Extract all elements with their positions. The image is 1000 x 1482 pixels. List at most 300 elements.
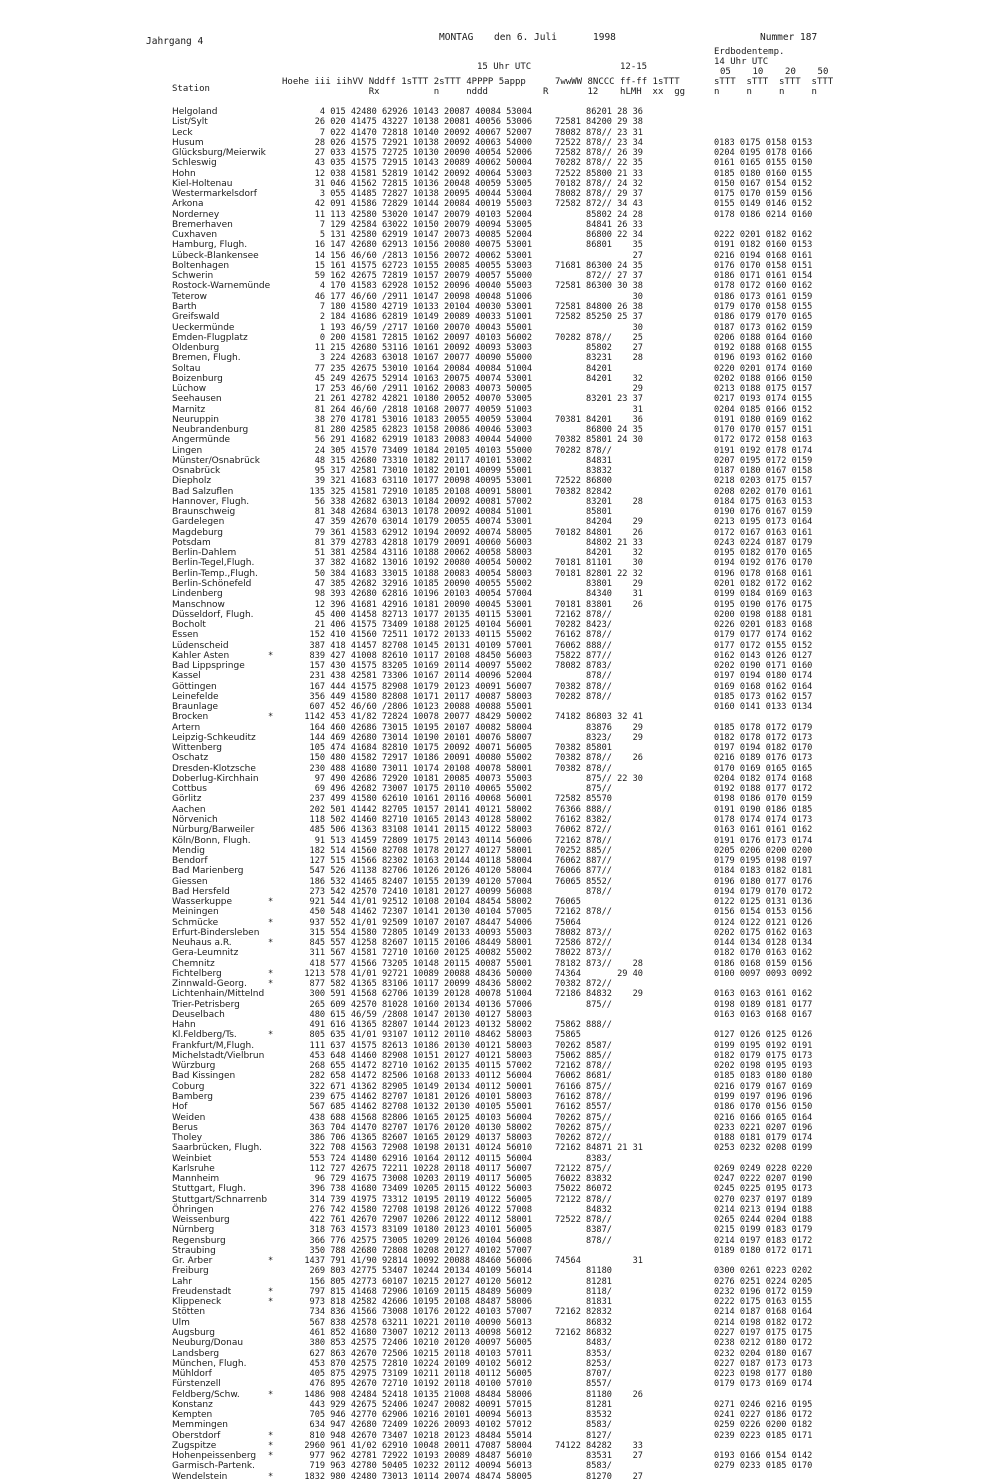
synop-extra-values: 74364 29 40: [555, 968, 643, 979]
soil-temperature-values: 0190 0176 0167 0159: [714, 507, 813, 518]
station-name: Gardelegen: [172, 517, 225, 528]
soil-temp-depths: 05 10 20 50: [720, 67, 829, 77]
soil-temperature-values: 0144 0134 0128 0134: [714, 938, 813, 949]
station-name: Gera-Leumnitz: [172, 948, 239, 959]
synop-extra-values: 8127/: [555, 1430, 612, 1441]
synop-main-values: 839 427 41008 82610 10117 20108 48450 56003: [309, 650, 532, 661]
synop-main-values: 77 235 42675 53010 10164 20084 40084 51004: [314, 363, 532, 374]
synop-main-values: 156 805 42773 60107 10215 20127 40120 56012: [309, 1276, 532, 1287]
synop-extra-values: 76162 8557/: [555, 1102, 612, 1113]
soil-temperature-values: 0187 0180 0167 0158: [714, 466, 813, 477]
table-row: [0, 630, 1000, 640]
synop-extra-values: 83201 28: [555, 496, 643, 507]
table-row: [0, 476, 1000, 486]
main-column-header: Hoehe iii iihVV Nddff 1sTTT 2sTTT 4PPPP 5appp: [282, 77, 526, 87]
table-row: [0, 1041, 1000, 1051]
synop-main-values: 276 742 41580 72708 10198 20126 40122 57008: [309, 1204, 532, 1215]
soil-temperature-values: 0223 0198 0177 0180: [714, 1369, 813, 1379]
table-row: [0, 764, 1000, 774]
station-name: Cuxhaven: [172, 230, 218, 241]
synop-extra-values: 70181 81101 30: [555, 558, 643, 569]
table-row: [0, 1349, 1000, 1359]
table-row: [0, 384, 1000, 394]
soil-temperature-values: 0243 0224 0187 0179: [714, 537, 813, 548]
table-row: [0, 251, 1000, 261]
station-name: Hamburg, Flugh.: [172, 240, 248, 251]
table-row: [0, 1123, 1000, 1133]
station-name: Kassel: [172, 671, 201, 682]
table-row: [0, 610, 1000, 620]
synop-main-values: 315 554 41580 72805 10149 20133 40093 55003: [309, 927, 532, 938]
synop-extra-values: 76366 888//: [555, 804, 612, 815]
table-row: [0, 528, 1000, 538]
station-name: Lübeck-Blankensee: [172, 250, 259, 261]
soil-temperature-values: 0214 0197 0183 0172: [714, 1235, 813, 1246]
station-name: Emden-Flugplatz: [172, 332, 248, 343]
station-name: Berlin-Temp.,Flugh.: [172, 568, 258, 579]
table-row: [0, 538, 1000, 548]
soil-temperature-values: 0192 0188 0177 0172: [714, 784, 813, 795]
table-row: [0, 435, 1000, 445]
synop-main-values: 7 129 42584 63022 10150 20079 40094 53005: [319, 219, 532, 230]
table-row: [0, 805, 1000, 815]
synop-main-values: 47 359 42670 63014 10179 20055 40074 53001: [314, 517, 532, 528]
synop-extra-values: 70262 875//: [555, 1112, 612, 1123]
station-name: Berlin-Dahlem: [172, 548, 237, 559]
table-row: [0, 1277, 1000, 1287]
synop-main-values: 81 348 42684 63013 10178 20092 40084 51001: [314, 507, 532, 518]
synop-extra-values: 70282 878// 22 35: [555, 158, 643, 169]
table-row: [0, 1174, 1000, 1184]
soil-temperature-values: 0216 0194 0168 0161: [714, 250, 813, 261]
station-name: Weinbiet: [172, 1153, 212, 1164]
soil-temperature-values: 0222 0201 0182 0162: [714, 230, 813, 241]
soil-temperature-values: 0186 0171 0161 0154: [714, 271, 813, 282]
soil-temperature-values: 0191 0182 0160 0153: [714, 240, 813, 251]
table-row: [0, 312, 1000, 322]
synop-main-values: 418 577 41566 73205 10148 20115 40087 55001: [309, 958, 532, 969]
soil-temperature-values: 0279 0233 0185 0170: [714, 1461, 813, 1472]
soil-temperature-values: 0194 0179 0170 0172: [714, 886, 813, 897]
synop-extra-values: 70182 84801 26: [555, 527, 643, 538]
soil-temperature-values: 0226 0201 0183 0168: [714, 620, 813, 630]
soil-temperature-values: 0188 0181 0179 0174: [714, 1133, 813, 1143]
soil-temperature-values: 0206 0188 0164 0160: [714, 332, 813, 343]
synop-extra-values: 8118/: [555, 1286, 612, 1297]
right-column-header: 7wwWW 8NCCC ff-ff 1sTTT: [555, 77, 680, 87]
synop-main-values: 1142 453 41/82 72824 10078 20077 48429 50002: [304, 712, 532, 723]
soil-temperature-values: 0269 0249 0228 0220: [714, 1163, 813, 1174]
station-name: Brocken: [172, 712, 209, 723]
soil-temperature-values: 0300 0261 0223 0202: [714, 1266, 813, 1277]
soil-temperature-values: 0163 0161 0161 0162: [714, 825, 813, 836]
synop-extra-values: 84201: [555, 363, 612, 374]
soil-temperature-values: 0186 0179 0170 0165: [714, 312, 813, 323]
station-name: Münster/Osnabrück: [172, 455, 260, 466]
soil-temperature-values: 0239 0223 0185 0171: [714, 1430, 813, 1441]
table-row: [0, 1461, 1000, 1471]
mountain-star-marker: *: [268, 650, 274, 661]
table-row: [0, 517, 1000, 527]
station-name: Bad Kissingen: [172, 1071, 236, 1082]
synop-extra-values: 75062 885//: [555, 1050, 612, 1061]
synop-main-values: 491 616 41365 82807 10144 20123 40132 58002: [309, 1020, 532, 1031]
table-row: [0, 1154, 1000, 1164]
table-row: [0, 210, 1000, 220]
table-row: [0, 1061, 1000, 1071]
synop-extra-values: 76062 8681/: [555, 1071, 612, 1082]
synop-extra-values: 72582 85250 25 37: [555, 312, 643, 323]
synop-main-values: 476 895 42670 72710 10192 20118 40100 57010: [309, 1379, 532, 1390]
mountain-star-marker: *: [268, 1440, 274, 1451]
soil-temperature-values: 0199 0197 0196 0196: [714, 1092, 813, 1102]
synop-extra-values: 72582 878// 26 39: [555, 148, 643, 158]
station-name: Nürnberg: [172, 1225, 215, 1236]
synop-main-values: 12 396 41681 42916 10181 20090 40045 53001: [314, 599, 532, 610]
synop-extra-values: 83801 29: [555, 579, 643, 589]
station-name: Braunlage: [172, 702, 219, 713]
station-name: Norderney: [172, 209, 220, 220]
station-name: Boizenburg: [172, 373, 223, 384]
table-row: [0, 1400, 1000, 1410]
synop-extra-values: 83532: [555, 1410, 612, 1420]
soil-temperature-values: 0178 0186 0214 0160: [714, 209, 813, 220]
table-row: [0, 825, 1000, 835]
soil-temperature-values: 0196 0178 0168 0161: [714, 568, 813, 579]
station-name: Saarbrücken, Flugh.: [172, 1143, 263, 1154]
soil-temperature-values: 0194 0192 0176 0170: [714, 558, 813, 569]
soil-temperature-values: 0245 0225 0195 0173: [714, 1184, 813, 1195]
soil-temperature-values: 0222 0175 0163 0155: [714, 1297, 813, 1308]
table-row: [0, 220, 1000, 230]
synop-main-values: 269 803 42775 53407 10244 20134 40109 56014: [309, 1266, 532, 1277]
station-name: Freiburg: [172, 1266, 209, 1277]
soil-temperature-values: 0218 0203 0175 0157: [714, 476, 813, 487]
soil-temperature-values: 0156 0154 0153 0156: [714, 907, 813, 918]
table-row: [0, 1297, 1000, 1307]
soil-temperature-values: 0227 0197 0175 0175: [714, 1327, 813, 1338]
soil-temp-n: n n n n: [714, 87, 817, 97]
table-row: [0, 1133, 1000, 1143]
station-name: Ueckermünde: [172, 322, 235, 333]
synop-extra-values: 29: [555, 384, 643, 394]
table-row: [0, 846, 1000, 856]
station-name: Feldberg/Schw.: [172, 1389, 240, 1400]
synop-main-values: 43 035 41575 72915 10143 20089 40062 50004: [314, 158, 532, 169]
synop-main-values: 567 838 42578 63211 10221 20110 40090 56013: [309, 1317, 532, 1328]
synop-main-values: 366 776 42575 73005 10209 20126 40104 56008: [309, 1235, 532, 1246]
soil-temperature-values: 0198 0189 0181 0177: [714, 999, 813, 1010]
table-row: [0, 128, 1000, 138]
mountain-star-marker: *: [268, 917, 274, 928]
soil-temperature-values: 0200 0198 0188 0181: [714, 609, 813, 620]
soil-temp-title: Erdbodentemp.: [714, 47, 785, 57]
synop-extra-values: 8383/: [555, 1153, 612, 1164]
soil-temperature-values: 0232 0196 0172 0159: [714, 1286, 813, 1297]
table-row: [0, 158, 1000, 168]
synop-extra-values: 70381 84201 36: [555, 414, 643, 425]
station-name: Tholey: [172, 1133, 203, 1143]
synop-main-values: 69 496 42682 73007 10175 20110 40065 55002: [314, 784, 532, 795]
soil-temperature-values: 0214 0187 0168 0164: [714, 1307, 813, 1318]
station-name: Husum: [172, 137, 204, 148]
r-label: R: [543, 87, 549, 97]
station-name: Lingen: [172, 445, 203, 456]
synop-extra-values: 72522 878// 23 34: [555, 137, 643, 148]
synop-main-values: 805 635 41/01 93107 10112 20110 48462 58003: [309, 1030, 532, 1041]
table-row: [0, 1328, 1000, 1338]
table-row: [0, 1359, 1000, 1369]
soil-temperature-values: 0191 0176 0173 0174: [714, 835, 813, 846]
synop-extra-values: 72162 84871 21 31: [555, 1143, 643, 1154]
synop-main-values: 322 671 41362 82905 10149 20134 40112 50001: [309, 1081, 532, 1092]
soil-temp-time: 14 Uhr UTC: [714, 57, 769, 67]
station-name: Magdeburg: [172, 527, 223, 538]
synop-main-values: 118 502 41460 82710 10165 20143 40128 58002: [309, 814, 532, 825]
synop-main-values: 112 727 42675 72211 10228 20118 40117 56007: [309, 1163, 532, 1174]
table-row: [0, 1020, 1000, 1030]
synop-main-values: 485 506 41363 83108 10141 20115 40122 58003: [309, 825, 532, 836]
synop-main-values: 11 113 42580 53020 10147 20079 40103 52004: [314, 209, 532, 220]
table-row: [0, 292, 1000, 302]
synop-extra-values: 85802 24 28: [555, 209, 643, 220]
table-row: [0, 918, 1000, 928]
station-name: Bremen, Flugh.: [172, 353, 241, 364]
soil-temperature-values: 0100 0097 0093 0092: [714, 968, 813, 979]
synop-main-values: 45 249 42675 52914 10163 20075 40074 53001: [314, 373, 532, 384]
synop-extra-values: 72162 878//: [555, 1061, 612, 1072]
station-name: Mannheim: [172, 1174, 220, 1184]
soil-temperature-values: 0160 0141 0133 0134: [714, 702, 813, 713]
synop-extra-values: 72162 878//: [555, 609, 612, 620]
synop-extra-values: 72162 878//: [555, 835, 612, 846]
soil-temperature-values: 0204 0185 0166 0152: [714, 404, 813, 415]
synop-main-values: 164 460 42686 73015 10195 20107 40082 58004: [309, 722, 532, 733]
station-name: Braunschweig: [172, 507, 236, 518]
synop-extra-values: 70262 872//: [555, 1133, 612, 1143]
synop-extra-values: 81180 26: [555, 1389, 643, 1400]
soil-temperature-values: 0202 0175 0162 0163: [714, 927, 813, 938]
soil-temperature-values: 0172 0172 0158 0163: [714, 435, 813, 446]
synop-extra-values: 72186 84832 29: [555, 989, 643, 1000]
synop-main-values: 1213 578 41/01 92721 10089 20088 48436 50000: [304, 968, 532, 979]
soil-temperature-values: 0247 0222 0207 0190: [714, 1174, 813, 1184]
station-name: Frankfurt/M,Flugh.: [172, 1040, 255, 1051]
station-name: Öhringen: [172, 1204, 214, 1215]
station-name: Bad Lippspringe: [172, 661, 245, 671]
synop-main-values: 186 532 41465 82407 10155 20139 40120 57004: [309, 876, 532, 887]
table-row: [0, 1195, 1000, 1205]
synop-main-values: 231 438 42581 73306 10167 20114 40096 52004: [309, 671, 532, 682]
synop-main-values: 98 393 42680 62816 10196 20103 40054 57004: [314, 589, 532, 600]
station-name: Hof: [172, 1102, 188, 1113]
table-row: [0, 1318, 1000, 1328]
synop-extra-values: 72162 82832: [555, 1307, 612, 1318]
mountain-star-marker: *: [268, 1297, 274, 1308]
table-row: [0, 1143, 1000, 1153]
table-row: [0, 394, 1000, 404]
soil-temperature-values: 0127 0126 0125 0126: [714, 1030, 813, 1041]
synop-extra-values: 76022 83832: [555, 1174, 612, 1184]
soil-temperature-values: 0199 0195 0192 0191: [714, 1040, 813, 1051]
main-column-subheader: Rx n nddd: [282, 87, 488, 97]
station-name: Klippeneck: [172, 1297, 222, 1308]
station-name: Boltenhagen: [172, 260, 230, 271]
synop-extra-values: 74122 84282 33: [555, 1440, 643, 1451]
synop-main-values: 921 544 41/01 92512 10108 20104 48454 58002: [309, 897, 532, 907]
synop-extra-values: 70382 872//: [555, 979, 612, 990]
station-name: Düsseldorf, Flugh.: [172, 609, 254, 620]
synop-main-values: 26 020 41475 43227 10138 20081 40056 53006: [314, 117, 532, 128]
table-row: [0, 507, 1000, 517]
synop-extra-values: 30: [555, 291, 643, 302]
soil-temperature-values: 0191 0180 0169 0162: [714, 414, 813, 425]
synop-extra-values: 84832: [555, 1204, 612, 1215]
table-row: [0, 323, 1000, 333]
soil-temperature-values: 0270 0237 0197 0189: [714, 1194, 813, 1205]
table-row: [0, 671, 1000, 681]
station-name: Meiningen: [172, 907, 219, 918]
station-name: Berlin-Schönefeld: [172, 579, 252, 589]
synop-extra-values: 83832: [555, 466, 612, 477]
synop-extra-values: 878//: [555, 671, 612, 682]
soil-temperature-values: 0178 0172 0160 0162: [714, 281, 813, 292]
mountain-star-marker: *: [268, 1389, 274, 1400]
synop-main-values: 81 379 42783 42818 10179 20091 40060 56003: [314, 537, 532, 548]
synop-main-values: 719 963 42780 50405 10232 20112 40094 56013: [309, 1461, 532, 1472]
issue-number: Nummer 187: [760, 32, 818, 43]
synop-extra-values: 875//: [555, 999, 612, 1010]
synop-main-values: 810 948 42670 73407 10218 20123 48484 55014: [309, 1430, 532, 1441]
synop-extra-values: 72522 86800: [555, 476, 612, 487]
soil-temperature-values: 0176 0170 0158 0151: [714, 260, 813, 271]
synop-extra-values: 83231 28: [555, 353, 643, 364]
station-name: Ulm: [172, 1317, 190, 1328]
synop-main-values: 202 501 41442 82705 10157 20141 40121 58002: [309, 804, 532, 815]
station-name: Chemnitz: [172, 958, 215, 969]
synop-main-values: 96 729 41675 73008 10203 20119 40117 56005: [314, 1174, 532, 1184]
synop-main-values: 27 033 41575 72725 10130 20090 40054 52006: [314, 148, 532, 158]
table-row: [0, 928, 1000, 938]
station-name: Greifswald: [172, 312, 220, 323]
station-name: Würzburg: [172, 1061, 216, 1072]
station-name: Potsdam: [172, 537, 211, 548]
station-name: Angermünde: [172, 435, 231, 446]
synop-extra-values: 78082 878// 23 31: [555, 127, 643, 138]
synop-extra-values: 78182 873// 28: [555, 958, 643, 969]
soil-temperature-values: 0186 0173 0161 0159: [714, 291, 813, 302]
table-row: [0, 836, 1000, 846]
synop-extra-values: 70282 878// 25: [555, 332, 643, 343]
soil-temperature-values: 0238 0212 0180 0172: [714, 1338, 813, 1349]
synop-main-values: 111 637 41575 82613 10186 20130 40121 58003: [309, 1040, 532, 1051]
table-row: [0, 281, 1000, 291]
station-name: Seehausen: [172, 394, 222, 405]
station-name: Neuruppin: [172, 414, 220, 425]
table-row: [0, 179, 1000, 189]
station-name: Kahler Asten: [172, 650, 230, 661]
table-row: [0, 240, 1000, 250]
synop-extra-values: 70181 83801 26: [555, 599, 643, 610]
soil-temperature-values: 0162 0143 0126 0127: [714, 650, 813, 661]
synop-main-values: 282 658 41472 82506 10168 20133 40112 56004: [309, 1071, 532, 1082]
synop-extra-values: 72582 85570: [555, 794, 612, 805]
station-name: Doberlug-Kirchhain: [172, 773, 259, 784]
soil-temperature-values: 0186 0170 0156 0150: [714, 1102, 813, 1113]
soil-temperature-values: 0197 0194 0182 0170: [714, 743, 813, 754]
synop-main-values: 16 147 42680 62913 10156 20080 40075 53001: [314, 240, 532, 251]
station-name: Essen: [172, 630, 199, 641]
table-row: [0, 815, 1000, 825]
table-row: [0, 651, 1000, 661]
station-name: Bocholt: [172, 620, 206, 630]
table-row: [0, 712, 1000, 722]
synop-main-values: 21 406 41575 73409 10188 20125 40104 56001: [314, 620, 532, 630]
mountain-star-marker: *: [268, 1256, 274, 1267]
synop-extra-values: 70382 85801: [555, 743, 612, 754]
soil-temperature-values: 0187 0173 0162 0159: [714, 322, 813, 333]
soil-temperature-values: 0150 0167 0154 0152: [714, 178, 813, 189]
table-row: [0, 1205, 1000, 1215]
synop-main-values: 314 739 41975 73312 10195 20119 40122 56005: [309, 1194, 532, 1205]
synop-main-values: 237 499 41580 62610 10161 20116 40068 56001: [309, 794, 532, 805]
soil-temperature-values: 0195 0182 0170 0165: [714, 548, 813, 559]
table-row: [0, 117, 1000, 127]
synop-extra-values: 75064: [555, 917, 581, 928]
soil-temperature-values: 0202 0198 0195 0193: [714, 1061, 813, 1072]
station-name: Artern: [172, 722, 201, 733]
soil-temperature-values: 0217 0193 0174 0155: [714, 394, 813, 405]
synop-extra-values: 70382 878//: [555, 681, 612, 692]
synop-extra-values: 875// 22 30: [555, 773, 643, 784]
station-name: Westermarkelsdorf: [172, 189, 257, 200]
station-name: Leinefelde: [172, 691, 219, 702]
synop-main-values: 28 026 41575 72921 10138 20092 40063 54000: [314, 137, 532, 148]
synop-main-values: 21 261 42782 42821 10180 20052 40070 53005: [314, 394, 532, 405]
synop-extra-values: 70282 878//: [555, 691, 612, 702]
station-name: Wendelstein: [172, 1471, 228, 1482]
synop-extra-values: 70252 885//: [555, 845, 612, 856]
table-row: [0, 1390, 1000, 1400]
synop-main-values: 46 177 46/60 /2911 10147 20098 40048 51006: [314, 291, 532, 302]
table-row: [0, 1236, 1000, 1246]
soil-temperature-values: 0182 0178 0172 0173: [714, 732, 813, 743]
table-row: [0, 189, 1000, 199]
table-row: [0, 1113, 1000, 1123]
synop-main-values: 17 253 46/60 /2911 10162 20083 40073 50005: [314, 384, 532, 394]
synop-main-values: 461 852 41680 73007 10212 20113 40098 56012: [309, 1327, 532, 1338]
synop-extra-values: 78022 873//: [555, 948, 612, 959]
synop-extra-values: 70262 875//: [555, 1122, 612, 1133]
soil-temperature-values: 0202 0190 0171 0160: [714, 661, 813, 671]
synop-extra-values: 75022 86072: [555, 1184, 612, 1195]
soil-temperature-values: 0276 0251 0224 0205: [714, 1276, 813, 1287]
synop-extra-values: 76162 8382/: [555, 814, 612, 825]
synop-main-values: 7 180 41580 42719 10133 20104 40030 53001: [319, 301, 532, 312]
synop-main-values: 443 929 42675 52406 10247 20082 40091 57015: [309, 1399, 532, 1410]
synop-main-values: 396 738 41680 73409 10205 20115 40122 56003: [309, 1184, 532, 1195]
station-name: Berlin-Tegel,Flugh.: [172, 558, 255, 569]
table-row: [0, 405, 1000, 415]
table-row: [0, 364, 1000, 374]
mountain-star-marker: *: [268, 712, 274, 723]
synop-extra-values: 872// 27 37: [555, 271, 643, 282]
soil-temperature-values: 0213 0188 0175 0157: [714, 384, 813, 394]
synop-main-values: 31 046 41562 72815 10136 20048 40059 53005: [314, 178, 532, 189]
synop-extra-values: 86800 24 35: [555, 425, 643, 436]
synop-main-values: 356 449 41580 82808 10171 20117 40087 58003: [309, 691, 532, 702]
synop-main-values: 135 325 41581 72910 10185 20108 40091 58001: [309, 486, 532, 497]
